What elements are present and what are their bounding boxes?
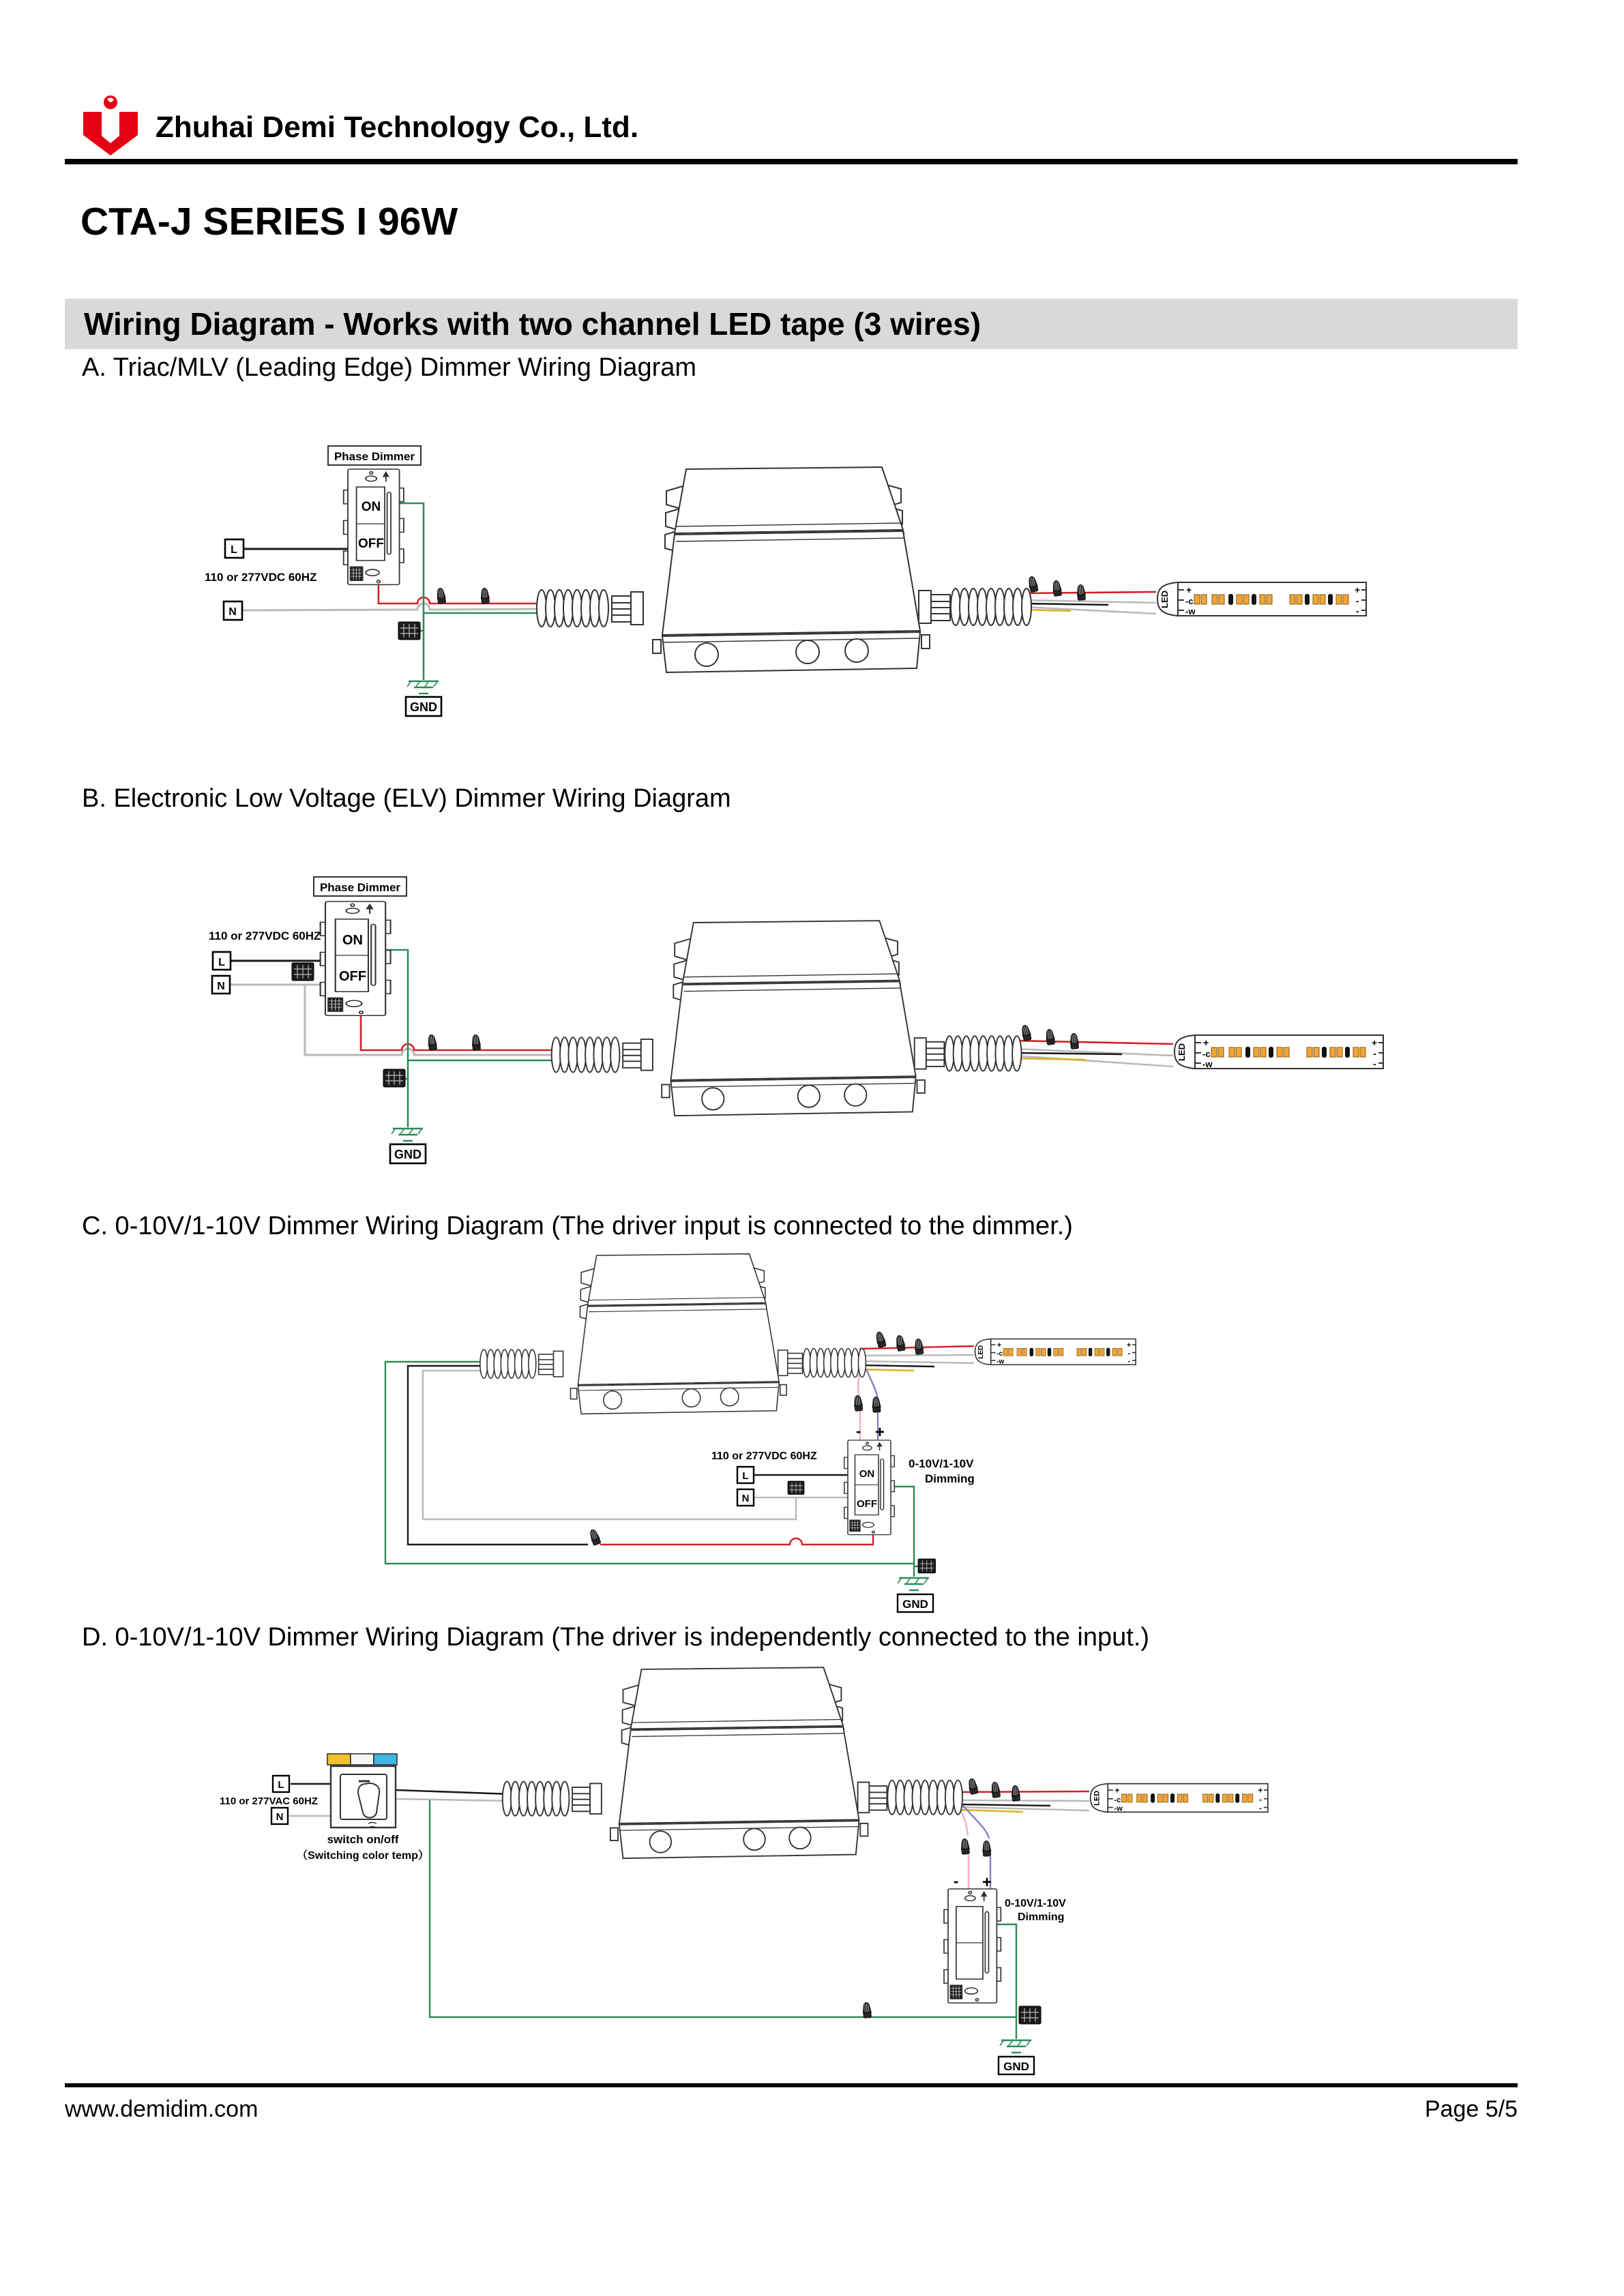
dimming-sub-label: Dimming — [925, 1472, 975, 1485]
wire-nut-icon — [427, 1034, 437, 1051]
wire-nut-icon — [1011, 1785, 1020, 1801]
neutral-wire — [241, 603, 549, 610]
terminal-connector-icon — [383, 1069, 405, 1087]
company-logo-icon — [76, 94, 145, 157]
dim-minus-label: - — [954, 1873, 959, 1890]
footer-rule — [65, 2083, 1518, 2087]
diagram-c — [385, 1254, 1136, 1612]
wire-nut-icon — [589, 1528, 602, 1545]
wire-nut-icon — [895, 1335, 906, 1351]
wire-nut-icon — [960, 1838, 970, 1854]
dimmer-off-label: OFF — [857, 1498, 877, 1510]
wire-nut-icon — [1069, 1033, 1079, 1049]
neutral-n-label: N — [741, 1493, 750, 1504]
wire-nut-icon — [1020, 1024, 1031, 1041]
phase-dimmer-label: Phase Dimmer — [334, 450, 415, 463]
earth-ground-icon — [1000, 2040, 1031, 2053]
wire-nut-icon — [862, 2002, 872, 2018]
earth-ground-icon — [898, 1578, 929, 1590]
wire-nut-icon — [1045, 1029, 1055, 1045]
diagram-d — [220, 1667, 1268, 2074]
led-driver — [537, 467, 1031, 672]
dimming-sub-label: Dimming — [1018, 1911, 1065, 1923]
switch-caption-line2: （Switching color temp） — [297, 1850, 429, 1862]
section-a-heading: A. Triac/MLV (Leading Edge) Dimmer Wiring Diagram — [82, 353, 697, 382]
section-b-heading: B. Electronic Low Voltage (ELV) Dimmer Wiring Diagram — [82, 784, 731, 813]
section-d-heading: D. 0-10V/1-10V Dimmer Wiring Diagram (The driver is independently connected to the input.) — [82, 1623, 1150, 1652]
wire-nut-icon — [1076, 584, 1086, 600]
wire-nut-icon — [914, 1339, 924, 1355]
line-l-label: L — [218, 957, 225, 968]
supply-label: 110 or 277VDC 60HZ — [209, 929, 321, 942]
footer-website: www.demidim.com — [65, 2096, 259, 2122]
supply-label: 110 or 277VDC 60HZ — [205, 571, 317, 584]
dimmer-off-label: OFF — [339, 969, 366, 984]
led-tape — [1175, 1035, 1383, 1069]
line-l-label: L — [231, 544, 237, 556]
gnd-label: GND — [394, 1148, 422, 1161]
color-temp-switch — [327, 1754, 397, 1828]
phase-dimmer-device — [344, 469, 404, 584]
led-tape — [1091, 1784, 1268, 1813]
page-title: CTA-J SERIES I 96W — [80, 200, 458, 243]
wire-nut-icon — [471, 1034, 481, 1050]
dimmed-hot-wire — [379, 582, 549, 603]
dimmed-hot-wire — [361, 1015, 552, 1050]
dimming-type-label: 0-10V/1-10V — [1005, 1898, 1066, 1909]
dimmer-0-10v-device — [844, 1440, 895, 1535]
dimmer-on-label: ON — [859, 1468, 875, 1480]
ground-wire — [385, 950, 552, 1127]
led-tape — [1157, 582, 1366, 616]
ground-wire — [400, 503, 549, 680]
hot-loop-wire — [408, 1366, 588, 1545]
neutral-n-label: N — [217, 981, 225, 992]
terminal-connector-icon — [788, 1481, 804, 1495]
dimmer-0-10v-device — [944, 1889, 1001, 2003]
diagram-a — [205, 446, 1366, 716]
terminal-connector-icon — [292, 963, 314, 981]
supply-label: 110 or 277VAC 60HZ — [220, 1795, 318, 1807]
wire-nut-icon — [1052, 580, 1062, 597]
neutral-wire — [230, 985, 552, 1055]
line-l-label: L — [742, 1470, 749, 1482]
gnd-label: GND — [902, 1598, 928, 1611]
gnd-label: GND — [1003, 2060, 1029, 2073]
section-bar — [65, 299, 1518, 349]
section-bar-title: Wiring Diagram - Works with two channel LED tape (3 wires) — [84, 306, 981, 342]
dimmer-off-label: OFF — [358, 537, 384, 551]
footer-page-number: Page 5/5 — [1424, 2096, 1518, 2122]
dim-plus-label: + — [875, 1423, 885, 1442]
company-name: Zhuhai Demi Technology Co., Ltd. — [156, 110, 639, 144]
dim-minus-label: - — [856, 1422, 861, 1440]
dim-plus-label: + — [982, 1873, 992, 1892]
wiring-diagrams-canvas: LED + -c -w + - - ON OFF Phase Dimmer L 110 or 277VDC 60HZ N GND ON OFF Phase Dimmer 110 or 277VDC 60HZ L N GND ON OFF - + 110 or 277VDC 60HZ L N 0-10V/1-10V Dimming GND - + 0-10V/1-10V Dimming 110 or 277VAC 60HZ L N switch on/off （Switching color temp） GND — [0, 0, 1624, 2296]
wire-nut-icon — [982, 1840, 991, 1856]
terminal-connector-icon — [918, 1559, 936, 1573]
wire-nut-icon — [853, 1395, 863, 1412]
neutral-n-label: N — [276, 1811, 284, 1823]
led-driver — [503, 1667, 962, 1858]
diagram-b — [209, 877, 1383, 1163]
dimmer-on-label: ON — [361, 500, 381, 514]
earth-ground-icon — [407, 681, 439, 694]
wire-nut-icon — [480, 588, 490, 603]
earth-ground-icon — [392, 1129, 423, 1141]
line-l-label: L — [278, 1779, 284, 1791]
wire-nut-icon — [872, 1397, 881, 1412]
phase-dimmer-label: Phase Dimmer — [319, 881, 401, 894]
wire-nut-icon — [874, 1331, 886, 1348]
wire-nut-icon — [436, 588, 446, 604]
terminal-connector-icon — [1019, 2006, 1041, 2024]
dimming-type-label: 0-10V/1-10V — [909, 1457, 974, 1470]
led-driver — [552, 921, 1022, 1116]
dimmed-hot-wire — [600, 1532, 873, 1545]
switch-caption-line1: switch on/off — [327, 1833, 399, 1846]
gnd-label: GND — [410, 700, 437, 714]
dimmer-on-label: ON — [342, 933, 363, 948]
header-rule — [65, 159, 1518, 164]
phase-dimmer-device — [321, 901, 391, 1015]
wire-nut-icon — [990, 1782, 1001, 1798]
section-c-heading: C. 0-10V/1-10V Dimmer Wiring Diagram (The driver input is connected to the dimmer.) — [82, 1212, 1073, 1240]
led-tape — [975, 1339, 1136, 1366]
supply-label: 110 or 277VDC 60HZ — [711, 1450, 817, 1462]
led-driver — [480, 1254, 866, 1414]
neutral-n-label: N — [228, 606, 237, 618]
terminal-connector-icon — [398, 622, 420, 640]
